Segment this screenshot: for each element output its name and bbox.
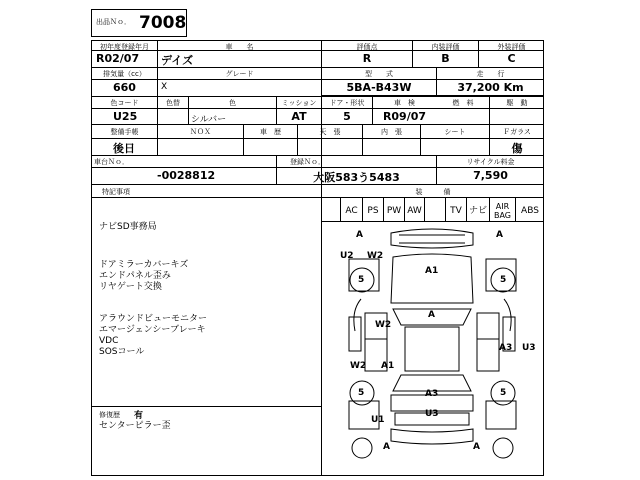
spare-tire-right-icon bbox=[493, 438, 513, 458]
roof-shape bbox=[405, 327, 459, 371]
equipment-abs: ABS bbox=[521, 206, 539, 216]
damage-u1: U1 bbox=[371, 415, 385, 425]
chassis-number-value: -0028812 bbox=[157, 169, 216, 182]
front-bumper-shape bbox=[391, 229, 473, 248]
displacement-value: 660 bbox=[113, 81, 136, 94]
car-name-value: デイズ bbox=[161, 54, 194, 67]
equipment-navi: ナビ bbox=[468, 206, 487, 216]
color-header: 色 bbox=[229, 99, 236, 107]
interior-lining-header: 内 張 bbox=[381, 128, 402, 136]
history-header: 車 歴 bbox=[260, 128, 281, 136]
equipment-tv: TV bbox=[450, 206, 462, 216]
notes-line: アラウンドビューモニター bbox=[99, 314, 208, 324]
notes-line: SOSコール bbox=[99, 347, 145, 357]
score-header: 評価点 bbox=[356, 43, 378, 51]
hood-shape bbox=[391, 254, 473, 303]
seat-header: シート bbox=[444, 128, 466, 136]
exterior-score-header: 外装評価 bbox=[497, 43, 526, 51]
color-code-header: 色コード bbox=[110, 99, 139, 107]
model-header: 型 式 bbox=[365, 70, 393, 78]
equipment-ps: PS bbox=[367, 206, 379, 216]
notes-line: ドアミラーカバーキズ bbox=[99, 260, 189, 270]
damage-w2-rear: W2 bbox=[350, 361, 367, 371]
exterior-score-value: C bbox=[507, 52, 516, 65]
divider bbox=[91, 155, 544, 156]
damage-rear-right: A bbox=[473, 442, 480, 452]
plate-number-value: 大阪583う5483 bbox=[313, 171, 400, 184]
grade-value: X bbox=[161, 82, 168, 92]
plate-header: 登録Ｎｏ． bbox=[290, 158, 325, 166]
lot-number: 7008 bbox=[139, 13, 187, 33]
damage-a3-trunk: A3 bbox=[425, 389, 439, 399]
divider bbox=[424, 197, 425, 221]
damage-w2-top: W2 bbox=[367, 251, 384, 261]
damage-u3-trunk: U3 bbox=[425, 409, 439, 419]
first-registration-value: R02/07 bbox=[96, 52, 140, 65]
divider bbox=[157, 50, 158, 124]
fuel-header: 燃 料 bbox=[452, 99, 474, 107]
lot-number-label: 出品Ｎｏ． bbox=[96, 18, 131, 26]
color-value: シルバー bbox=[191, 115, 227, 125]
damage-w2-left: W2 bbox=[375, 320, 392, 330]
damage-tire-rl: 5 bbox=[358, 388, 365, 398]
sunroof-header: 天 張 bbox=[319, 128, 341, 136]
divider bbox=[91, 96, 544, 97]
divider bbox=[91, 406, 321, 407]
damage-u3-right: U3 bbox=[522, 343, 536, 353]
notes-line: エンドパネル歪み bbox=[99, 271, 171, 281]
mileage-value: 37,200 Km bbox=[457, 81, 524, 94]
divider bbox=[91, 79, 544, 80]
documents-header: 整備手帳 bbox=[110, 128, 139, 136]
displacement-header: 排気量（cc） bbox=[103, 70, 146, 78]
damage-a-roof: A bbox=[428, 310, 435, 320]
mileage-header: 走 行 bbox=[476, 70, 505, 78]
front-glass-value: 傷 bbox=[511, 142, 523, 155]
divider bbox=[91, 138, 544, 139]
equipment-header: 装 備 bbox=[415, 188, 451, 196]
divider bbox=[91, 124, 544, 125]
doors-value: 5 bbox=[343, 110, 351, 123]
grade-header: グレード bbox=[225, 70, 254, 78]
repair-history-label: 修復歴 bbox=[99, 411, 120, 419]
transmission-header: ミッション bbox=[281, 99, 317, 107]
equipment-airbag: AIR BAG bbox=[493, 202, 512, 220]
notes-line: VDC bbox=[99, 336, 119, 346]
front-glass-header: Ｆガラス bbox=[503, 128, 531, 136]
notes-line: リヤゲート交換 bbox=[99, 282, 162, 292]
color-change-header: 色替 bbox=[166, 99, 180, 107]
inspection-value: R09/07 bbox=[382, 110, 427, 123]
inspection-header: 車 検 bbox=[394, 99, 415, 107]
year-header: 初年度登録年月 bbox=[100, 43, 149, 51]
repair-detail: センターピラー歪 bbox=[99, 421, 171, 431]
equipment-pw: PW bbox=[386, 206, 402, 216]
recycle-fee-header: リサイクル料金 bbox=[466, 158, 515, 166]
interior-score-header: 内装評価 bbox=[431, 43, 460, 51]
damage-front-left: A bbox=[356, 230, 363, 240]
damage-a1-hood: A1 bbox=[425, 266, 439, 276]
chassis-header: 車台Ｎｏ． bbox=[94, 158, 129, 166]
damage-a1-rear: A1 bbox=[381, 361, 395, 371]
model-value: 5BA-B43W bbox=[346, 81, 412, 94]
documents-value: 後日 bbox=[113, 142, 135, 155]
drive-header: 駆 動 bbox=[506, 99, 528, 107]
transmission-value: AT bbox=[291, 110, 307, 123]
divider bbox=[91, 67, 544, 68]
divider bbox=[91, 197, 544, 198]
recycle-fee-value: 7,590 bbox=[473, 169, 508, 182]
score-value: R bbox=[362, 52, 372, 65]
divider bbox=[91, 108, 544, 109]
damage-front-right: A bbox=[496, 230, 503, 240]
doors-header: ドア・形状 bbox=[329, 99, 365, 107]
interior-score-value: B bbox=[441, 52, 450, 65]
equipment-ac: AC bbox=[345, 206, 358, 216]
damage-tire-fr: 5 bbox=[500, 275, 507, 285]
spare-tire-left-icon bbox=[352, 438, 372, 458]
notes-line: エマージェンシーブレーキ bbox=[99, 325, 206, 335]
notes-line: ナビSD事務局 bbox=[99, 222, 157, 232]
make-header: 車 名 bbox=[225, 43, 254, 51]
nox-header: ＮＯＸ bbox=[190, 128, 211, 136]
damage-tire-rr: 5 bbox=[500, 388, 507, 398]
color-code-value: U25 bbox=[113, 110, 138, 123]
divider bbox=[91, 167, 544, 168]
damage-tire-fl: 5 bbox=[358, 275, 365, 285]
damage-rear-left: A bbox=[383, 442, 390, 452]
damage-u2: U2 bbox=[340, 251, 354, 261]
damage-a3-right: A3 bbox=[499, 343, 513, 353]
repair-history-value: 有 bbox=[134, 411, 144, 421]
rear-bumper-shape bbox=[391, 429, 473, 444]
notes-header: 特記事項 bbox=[102, 188, 130, 196]
equipment-aw: AW bbox=[407, 206, 422, 216]
